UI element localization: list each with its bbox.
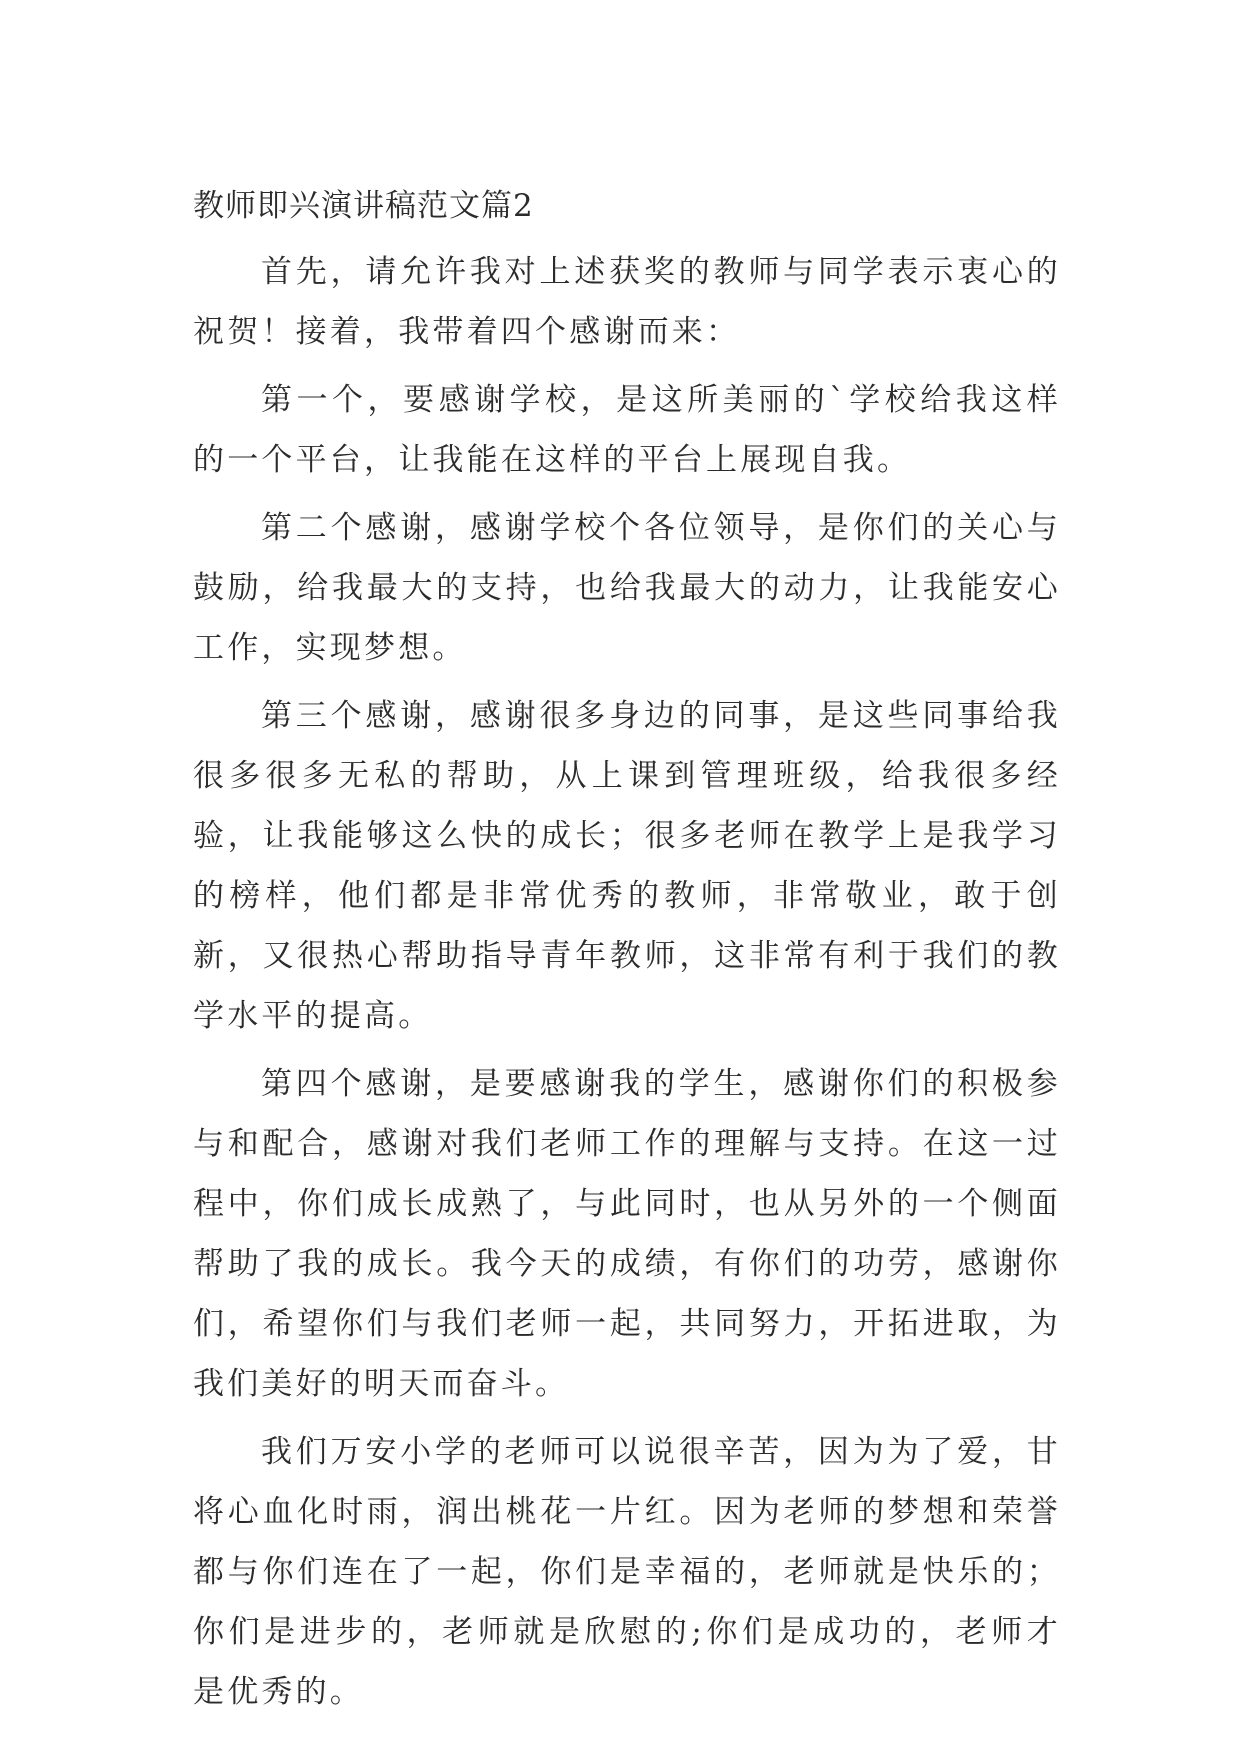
paragraph-thanks-school: 第一个，要感谢学校，是这所美丽的`学校给我这样的一个平台，让我能在这样的平台上展现自我。 (193, 382, 1061, 478)
paragraph-thanks-colleagues: 第三个感谢，感谢很多身边的同事，是这些同事给我很多很多无私的帮助，从上课到管理班级，给我很多经验，让我能够这么快的成长；很多老师在教学上是我学习的榜样，他们都是非常优秀的教师，非常敬业，敢于创新，又很热心帮助指导青年教师，这非常有利于我们的教学水平的提高。 (193, 698, 1061, 1034)
paragraph-congratulations: 首先，请允许我对上述获奖的教师与同学表示衷心的祝贺！接着，我带着四个感谢而来： (193, 254, 1061, 350)
document-title: 教师即兴演讲稿范文篇2 (193, 188, 534, 224)
document-body (193, 186, 1061, 1722)
paragraph-thanks-students: 第四个感谢，是要感谢我的学生，感谢你们的积极参与和配合，感谢对我们老师工作的理解与支持。在这一过程中，你们成长成熟了，与此同时，也从另外的一个侧面帮助了我的成长。我今天的成绩，有你们的功劳，感谢你们，希望你们与我们老师一起，共同努力，开拓进取，为我们美好的明天而奋斗。 (193, 1066, 1061, 1402)
paragraph-thanks-leaders: 第二个感谢，感谢学校个各位领导，是你们的关心与鼓励，给我最大的支持，也给我最大的动力，让我能安心工作，实现梦想。 (193, 510, 1061, 666)
paragraph-teachers: 我们万安小学的老师可以说很辛苦，因为为了爱，甘将心血化时雨，润出桃花一片红。因为老师的梦想和荣誉都与你们连在了一起，你们是幸福的，老师就是快乐的；你们是进步的，老师就是欣慰的;你们是成功的，老师才是优秀的。 (193, 1434, 1061, 1710)
